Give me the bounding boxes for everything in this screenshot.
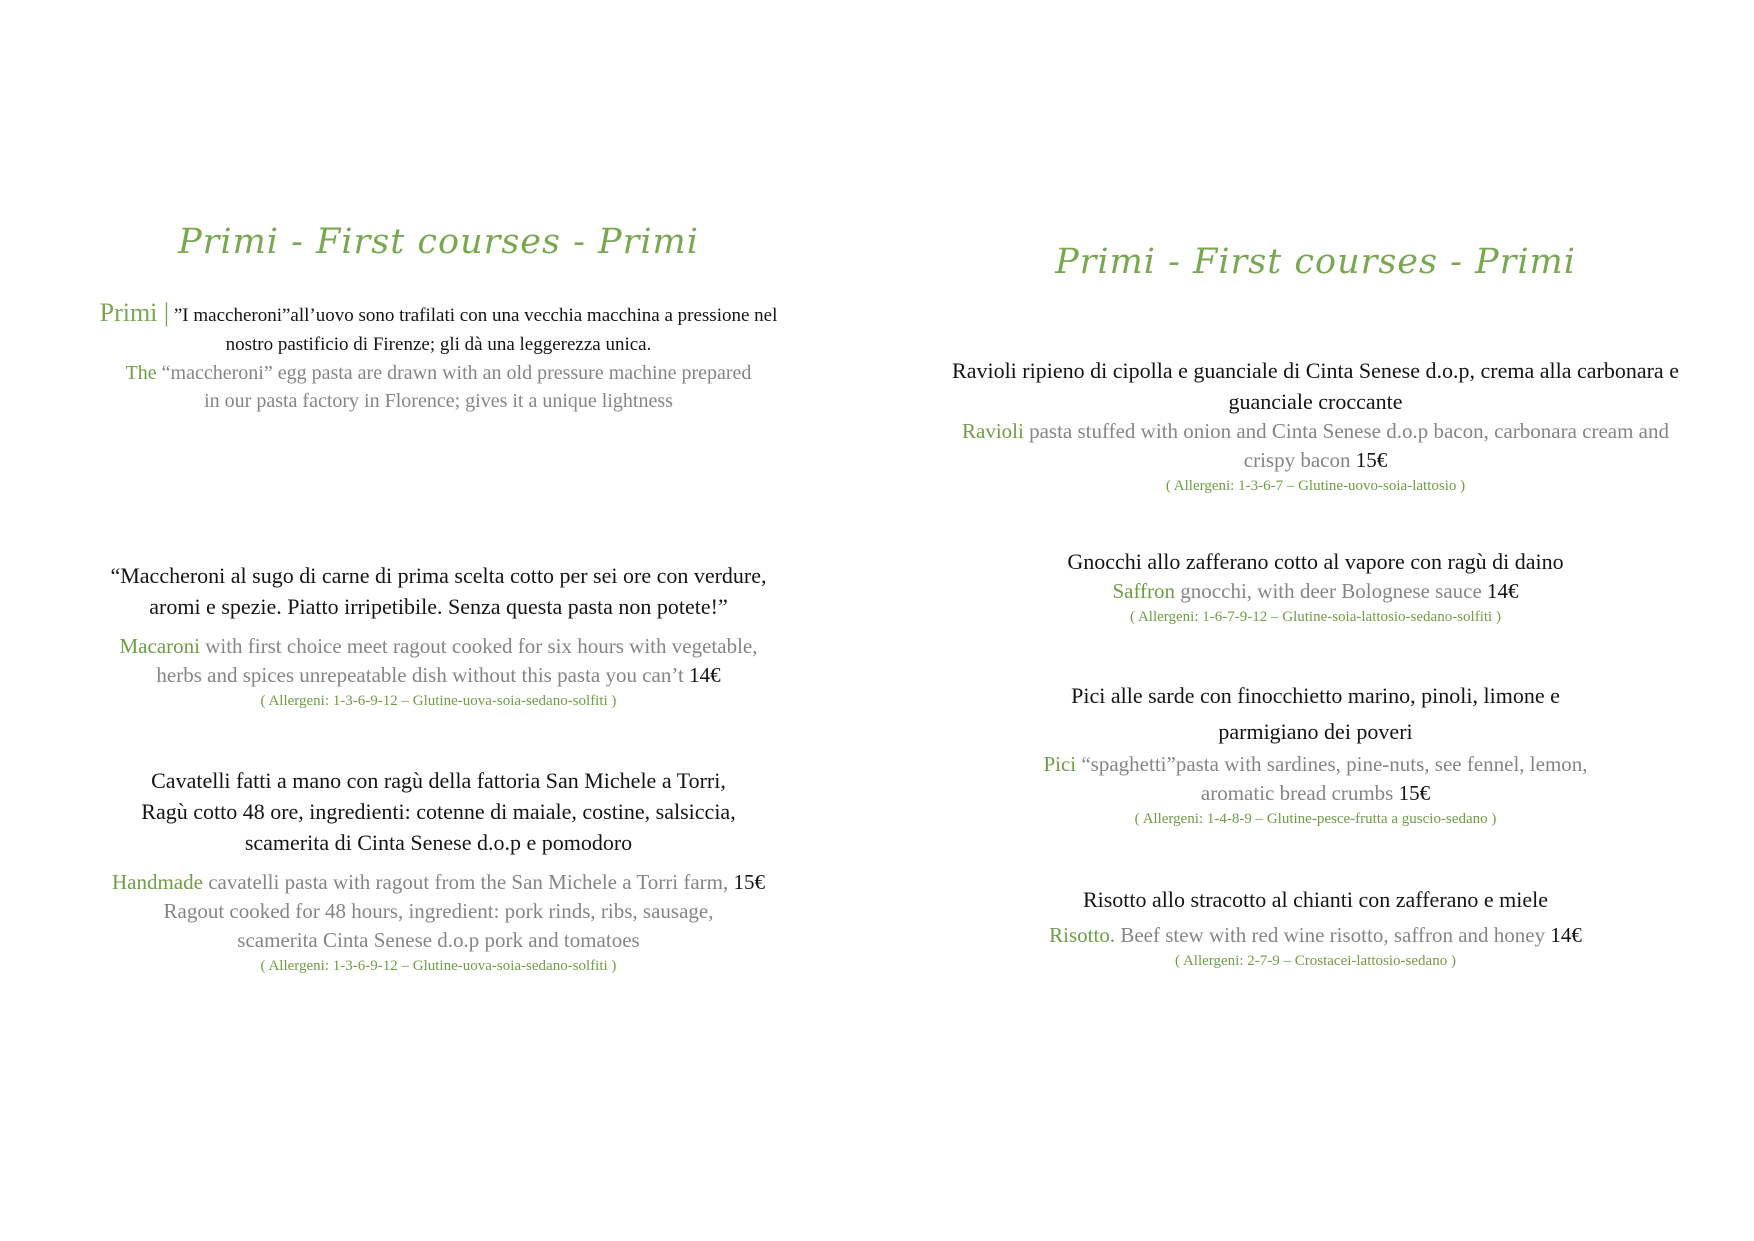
dish-price: 15€	[1355, 448, 1388, 472]
dish-it-line: Ragù cotto 48 ore, ingredienti: cotenne di maiale, costine, salsiccia,	[141, 799, 736, 824]
dish-price: 14€	[689, 663, 721, 687]
dish-en-keyword: Saffron	[1112, 579, 1176, 603]
dish-risotto	[917, 884, 1714, 972]
dish-en-keyword: Pici	[1043, 752, 1077, 776]
dish-en-keyword: Handmade	[111, 870, 203, 894]
intro-block	[40, 298, 837, 415]
dish-allergens: ( Allergeni: 1-4-8-9 – Glutine-pesce-frutta a guscio-sedano )	[1134, 811, 1497, 827]
dish-allergens: ( Allergeni: 1-3-6-7 – Glutine-uovo-soia-lattosio )	[1165, 478, 1466, 494]
intro-en-line: in our pasta factory in Florence; gives it a unique lightness	[204, 390, 673, 412]
dish-en-line: pasta stuffed with onion and Cinta Senese d.o.p bacon, carbonara cream and	[1029, 419, 1669, 443]
dish-en-keyword: Macaroni	[119, 634, 200, 658]
dish-allergens: ( Allergeni: 1-6-7-9-12 – Glutine-soia-lattosio-sedano-solfiti )	[1130, 609, 1501, 625]
dish-en-line: with first choice meet ragout cooked for six hours with vegetable,	[205, 634, 758, 658]
dish-en-line: crispy bacon	[1243, 448, 1351, 472]
menu-page-right	[877, 0, 1754, 1241]
dish-it-line: “Maccheroni al sugo di carne di prima scelta cotto per sei ore con verdure,	[110, 563, 767, 588]
dish-it-line: Risotto allo stracotto al chianti con zafferano e miele	[1082, 887, 1549, 912]
intro-en-keyword: The	[125, 362, 157, 384]
dish-it-line: Pici alle sarde con finocchietto marino, pinoli, limone e	[1071, 683, 1560, 708]
dish-en-line: aromatic bread crumbs	[1200, 781, 1394, 805]
intro-lead: Primi |	[99, 298, 170, 327]
dish-maccheroni	[40, 560, 837, 712]
dish-en-line: Beef stew with red wine risotto, saffron and honey	[1120, 923, 1546, 947]
dish-en-keyword: Ravioli	[962, 419, 1024, 443]
dish-it-line: Cavatelli fatti a mano con ragù della fattoria San Michele a Torri,	[151, 768, 726, 793]
dish-it-line: parmigiano dei poveri	[1218, 719, 1413, 744]
intro-en-line: “maccheroni” egg pasta are drawn with an old pressure machine prepared	[161, 362, 752, 384]
section-heading: Primi - First courses - Primi	[1055, 242, 1576, 282]
dish-price: 15€	[1398, 781, 1431, 805]
intro-it-line: ”I maccheroni”all’uovo sono trafilati con una vecchia macchina a pressione nel	[173, 305, 778, 326]
dish-en-line: Ragout cooked for 48 hours, ingredient: pork rinds, ribs, sausage,	[163, 899, 714, 923]
dish-cavatelli	[40, 765, 837, 977]
dish-en-keyword: Risotto.	[1049, 923, 1116, 947]
dish-allergens: ( Allergeni: 2-7-9 – Crostacei-lattosio-sedano )	[1175, 953, 1456, 969]
dish-en-line: cavatelli pasta with ragout from the San Michele a Torri farm,	[208, 870, 729, 894]
dish-it-line: Gnocchi allo zafferano cotto al vapore con ragù di daino	[1067, 549, 1564, 574]
dish-en-line: herbs and spices unrepeatable dish without this pasta you can’t	[156, 663, 684, 687]
dish-pici	[917, 678, 1714, 830]
dish-price: 14€	[1550, 923, 1582, 947]
intro-it-line: nostro pastificio di Firenze; gli dà una leggerezza unica.	[225, 334, 652, 355]
dish-price: 14€	[1487, 579, 1519, 603]
dish-price: 15€	[733, 870, 766, 894]
dish-en-line: “spaghetti”pasta with sardines, pine-nuts, see fennel, lemon,	[1081, 752, 1588, 776]
dish-allergens: ( Allergeni: 1-3-6-9-12 – Glutine-uova-soia-sedano-solfiti )	[260, 693, 617, 709]
dish-en-line: scamerita Cinta Senese d.o.p pork and tomatoes	[237, 928, 640, 952]
dish-it-line: Ravioli ripieno di cipolla e guanciale di Cinta Senese d.o.p, crema alla carbonara e	[952, 358, 1679, 383]
dish-gnocchi	[917, 546, 1714, 628]
dish-en-line: gnocchi, with deer Bolognese sauce	[1180, 579, 1482, 603]
dish-it-line: aromi e spezie. Piatto irripetibile. Senza questa pasta non potete!”	[149, 594, 728, 619]
dish-ravioli	[887, 355, 1744, 497]
dish-it-line: guanciale croccante	[1228, 389, 1403, 414]
section-heading: Primi - First courses - Primi	[178, 222, 699, 262]
dish-allergens: ( Allergeni: 1-3-6-9-12 – Glutine-uova-soia-sedano-solfiti )	[260, 958, 617, 974]
dish-it-line: scamerita di Cinta Senese d.o.p e pomodoro	[244, 830, 633, 855]
